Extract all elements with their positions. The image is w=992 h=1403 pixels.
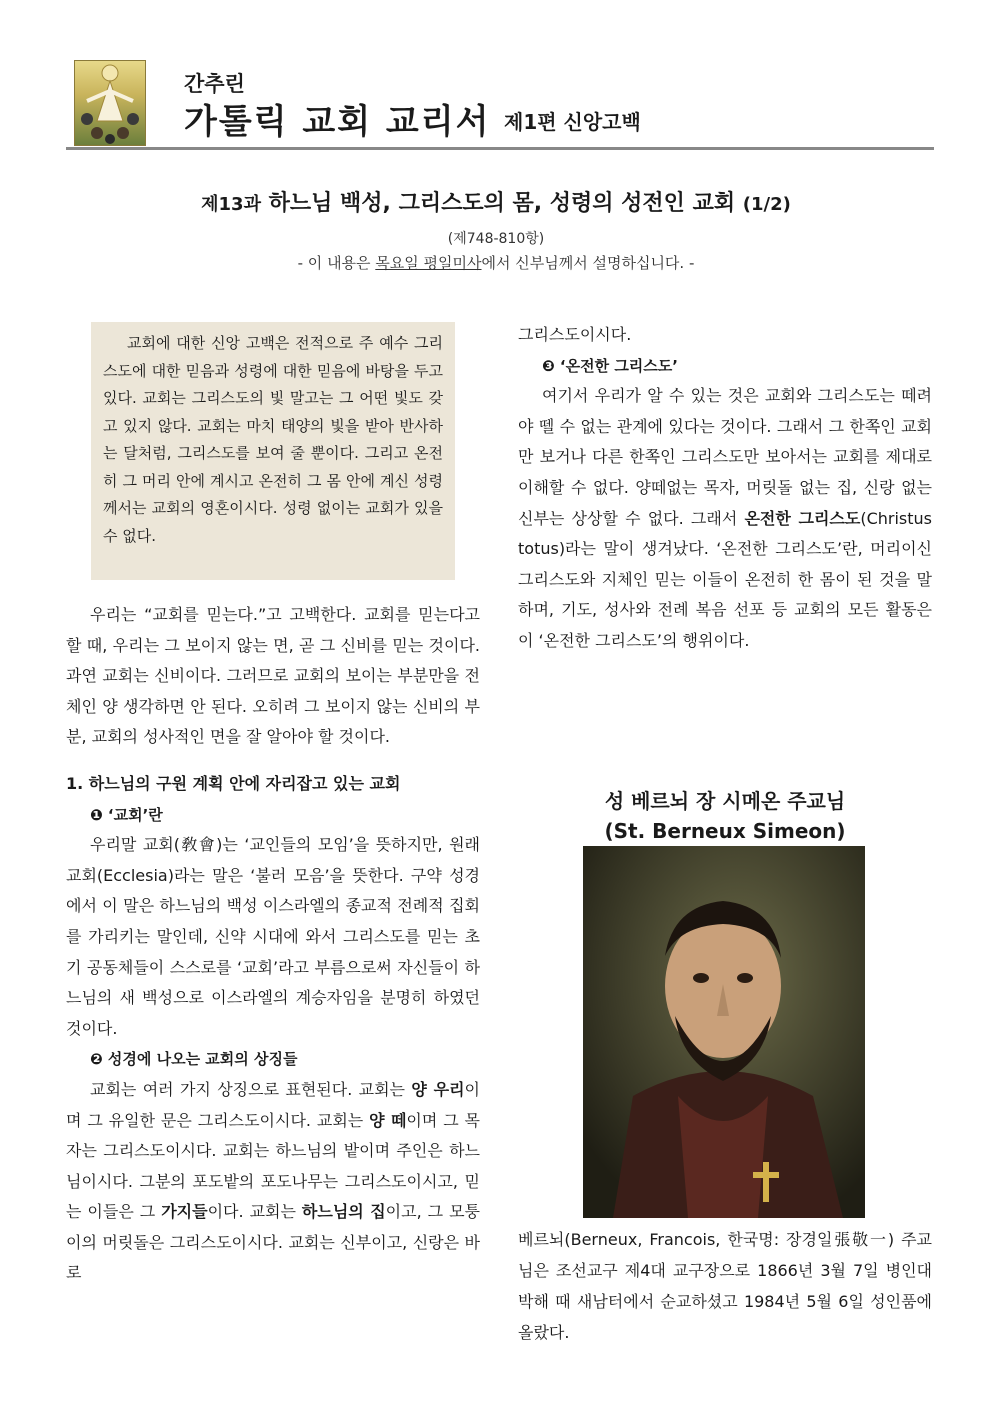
note-before: - 이 내용은 — [297, 254, 376, 272]
lesson-note — [0, 252, 992, 273]
header-divider — [66, 147, 934, 150]
symbols-bold-sheepfold: 양 우리 — [411, 1079, 465, 1099]
subheading-church-meaning: ❶ ‘교회’란 — [90, 805, 163, 824]
lesson-number: 제13과 — [201, 194, 261, 215]
document-header — [66, 60, 934, 150]
continuation-text: 그리스도이시다. — [518, 325, 632, 344]
subheading-symbols: ❷ 성경에 나오는 교회의 상징들 — [90, 1050, 298, 1069]
summary-box — [91, 322, 455, 580]
saint-portrait-image — [583, 846, 865, 1218]
symbols-bold-house: 하느님의 집 — [301, 1202, 386, 1222]
symbols-text-g: 이다. 교회는 — [207, 1202, 302, 1222]
whole-christ-text-a: 여기서 우리가 알 수 있는 것은 교회와 그리스도는 떼려야 뗄 수 없는 관계에 있다는 것이다. 그래서 그 한쪽인 교회만 보거나 다른 한쪽인 그리스도만 보아서는 교회를 제대로 이해할 수 없다. 양떼없는 목자, 머릿돌 없는 집, 신랑 없는 신부는 상상할 수 없다. 그래서 — [518, 386, 932, 528]
brand-subtitle: 간추린 — [184, 72, 245, 96]
portrait-caption-text: 베르뇌(Berneux, Francois, 한국명: 장경일張敬一) 주교님은 조선교구 제4대 교구장으로 1866년 3월 7일 병인대박해 때 새남터에서 순교하셨고 1984년 5월 6일 성인품에 올랐다. — [518, 1230, 932, 1342]
summary-text: 교회에 대한 신앙 고백은 전적으로 주 예수 그리스도에 대한 믿음과 성령에 대한 믿음에 바탕을 두고 있다. 교회는 그리스도의 빛 말고는 그 어떤 빛도 갖고 있지 않다. 교회는 마치 태양의 빛을 받아 반사하는 달처럼, 그리스도를 보여 줄 뿐이다. 그리고 온전히 그 머리 안에 계시고 온전히 그 몸 안에 계신 성령께서는 교회의 영혼이시다. 성령 없이는 교회가 있을 수 없다. — [103, 334, 443, 545]
symbols-paragraph — [66, 1075, 480, 1289]
lesson-part: (1/2) — [742, 194, 791, 215]
symbols-text-a: 교회는 여러 가지 상징으로 표현된다. 교회는 — [90, 1079, 412, 1099]
left-column — [66, 600, 480, 1289]
portrait-title-en: (St. Berneux Simeon) — [604, 819, 846, 843]
symbols-bold-branches: 가지들 — [161, 1202, 208, 1222]
church-meaning-paragraph: 우리말 교회(敎會)는 ‘교인들의 모임’을 뜻하지만, 원래 교회(Ecclesia)라는 말은 ‘불러 모음’을 뜻한다. 구약 성경에서 이 말은 하느님의 백성 이스라엘의 종교적 전례적 집회를 가리키는 말인데, 신약 시대에 와서 그리스도를 믿는 초기 공동체들이 스스로를 ‘교회’라고 부름으로써 자신들이 하느님의 새 백성으로 이스라엘의 계승자임을 분명히 하였던 것이다. — [66, 835, 480, 1038]
note-after: 에서 신부님께서 설명하십니다. - — [481, 254, 695, 272]
whole-christ-paragraph — [518, 381, 932, 656]
lesson-title — [0, 186, 992, 217]
portrait-caption — [518, 1224, 932, 1348]
lesson-title-text: 하느님 백성, 그리스도의 몸, 성령의 성전인 교회 — [268, 191, 736, 216]
symbols-text-c: 이며 그 유일한 문은 그리스도이시다. 교회는 — [66, 1079, 480, 1130]
paragraph-range: (제748-810항) — [447, 231, 545, 247]
symbols-bold-flock: 양 떼 — [369, 1110, 407, 1130]
symbols-text-i: 이고, 그 모퉁이의 머릿돌은 그리스도이시다. 교회는 신부이고, 신랑은 바로 — [66, 1202, 480, 1283]
christ-disciples-logo-icon — [74, 60, 146, 146]
section-heading-1: 1. 하느님의 구원 계획 안에 자리잡고 있는 교회 — [66, 773, 401, 793]
brand-title: 가톨릭 교회 교리서 — [184, 102, 491, 142]
portrait-title — [518, 786, 932, 846]
right-column — [518, 320, 932, 657]
part-label: 제1편 신앙고백 — [504, 110, 641, 134]
subheading-whole-christ: ❸ ‘온전한 그리스도’ — [542, 356, 678, 375]
whole-christ-bold: 온전한 그리스도 — [744, 508, 861, 528]
note-underlined: 목요일 평일미사 — [375, 254, 482, 272]
intro-paragraph: 우리는 “교회를 믿는다.”고 고백한다. 교회를 믿는다고 할 때, 우리는 그 보이지 않는 면, 곧 그 신비를 믿는 것이다. 과연 교회는 신비이다. 그러므로 교회의 보이는 부분만을 전체인 양 생각하면 안 된다. 오히려 그 보이지 않는 신비의 부분, 교회의 성사적인 면을 잘 알아야 할 것이다. — [66, 605, 480, 747]
whole-christ-text-c: (Christus totus)라는 말이 생겨났다. ‘온전한 그리스도’란, 머리이신 그리스도와 지체인 믿는 이들이 온전히 한 몸이 된 것을 말하며, 기도, 성사와 전례 복음 선포 등 교회의 모든 활동은 이 ‘온전한 그리스도’의 행위이다. — [518, 508, 932, 650]
portrait-title-ko: 성 베르뇌 장 시메온 주교님 — [604, 789, 846, 813]
symbols-text-e: 이며 그 목자는 그리스도이시다. 교회는 하느님의 밭이며 주인은 하느님이시다. 그분의 포도밭의 포도나무는 그리스도이시고, 믿는 이들은 그 — [66, 1110, 480, 1222]
